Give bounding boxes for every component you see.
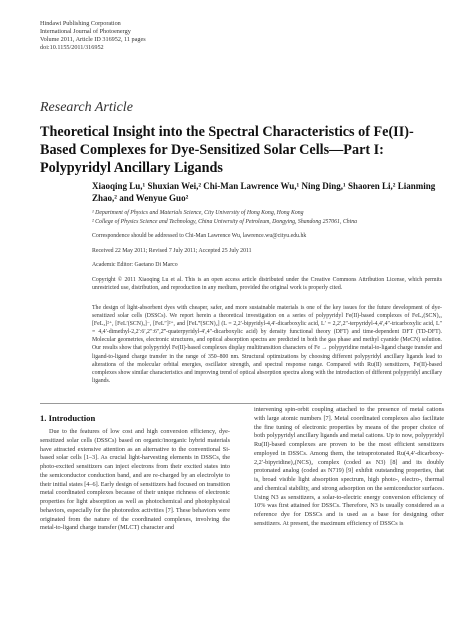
affiliation-2: ² College of Physics Science and Technology, China University of Petroleum, Dongying, Shandong 257061, China bbox=[92, 218, 358, 225]
section-divider bbox=[40, 403, 442, 404]
publisher-name: Hindawi Publishing Corporation bbox=[40, 20, 121, 27]
body-paragraph: Due to the features of low cost and high conversion efficiency, dye-sensitized solar cells (DSSCs) based on organic/inorganic hybrid materials have attracted extensive attention as an alternative to the conventional Si-based solar cells [1–3]. As crucial light-harvesting elements in DSSCs, the photo-excited sensitizers can inject electrons from their excited states into the semiconductor conduction band, and are re-charged by an electrolyte to their initial states [4–6]. Early design of sensitizers had focused on transition metal coordinated complexes because of their unique richness of electronic properties for light absorption as well as photochemical and photophysical behaviors, especially for the photoredox activities [7]. These behaviors were originated from the nature of the coordinated complexes, involving the metal-to-ligand charge transfer (MLCT) character and bbox=[40, 428, 230, 532]
copyright-notice: Copyright © 2011 Xiaoqing Lu et al. This is an open access article distributed under the Creative Commons Attribution License, which permits unrestricted use, distribution, and reproduction in any medium, provided the original work is properly cited. bbox=[92, 277, 442, 292]
section-heading: 1. Introduction bbox=[40, 413, 96, 423]
affiliation-1: ¹ Department of Physics and Materials Science, City University of Hong Kong, Hong Kong bbox=[92, 210, 304, 216]
correspondence-note: Correspondence should be addressed to Chi-Man Lawrence Wu, lawrence.wu@cityu.edu.hk bbox=[92, 233, 307, 239]
article-title: Theoretical Insight into the Spectral Characteristics of Fe(II)-Based Complexes for Dye-Sensitized Solar Cells—Part I: Polypyridyl Ancillary Ligands bbox=[40, 124, 414, 176]
volume-info: Volume 2011, Article ID 316952, 11 pages bbox=[40, 36, 146, 43]
body-column-left bbox=[40, 428, 230, 533]
body-column-right bbox=[254, 406, 444, 529]
abstract: The design of light-absorbent dyes with cheaper, safer, and more sustainable materials is one of the key issues for the future development of dye-sensitized solar cells (DSSCs). We report herein a theoretical investigation on a series of polypyridyl Fe(II)-based complexes of FeL₂(SCN)₂, [FeL₃]²⁺, [FeL′(SCN)₃]⁻, [FeL″]²⁺, and [FeL‴(SCN)₂] (L = 2,2′-bipyridyl-4,4′-dicarboxylic acid, L′ = 2,2′,2″-terpyridyl-4,4′,4″-tricarboxylic acid, L″ = 4,4′-dimethyl-2,2′:6′,2″:6″,2‴-quaterpyridyl-4′,4″-dicarboxylic acid) by density functional theory (DFT) and time-dependent DFT (TD-DFT). Molecular geometries, electronic structures, and optical absorption spectra are predicted in both the gas phase and methyl cyanide (MeCN) solution. Our results show that polypyridyl Fe(II)-based complexes display multitransition characters of Fe → polypyridine metal-to-ligand charge transfer and ligand-to-ligand charge transfer in the range of 350–800 nm. Structural optimizations by choosing different polypyridyl ancillary ligands lead to alterations of the molecular orbital energies, oscillator strength, and spectral response range. Compared with Ru(II) sensitizers, Fe(II)-based complexes show similar characteristics and improving trend of optical absorption spectra along with the introduction of different polypyridyl ancillary ligands. bbox=[92, 305, 442, 384]
academic-editor: Academic Editor: Gaetano Di Marco bbox=[92, 262, 178, 268]
journal-name: International Journal of Photoenergy bbox=[40, 28, 131, 35]
article-type-label: Research Article bbox=[40, 100, 133, 115]
doi[interactable]: doi:10.1155/2011/316952 bbox=[40, 44, 104, 51]
publication-dates: Received 22 May 2011; Revised 7 July 2011; Accepted 25 July 2011 bbox=[92, 248, 252, 254]
body-paragraph: intervening spin-orbit coupling attached to the presence of metal cations with large atomic numbers [7]. Metal coordinated complexes also facilitate the fine tuning of electronic properties by means of the proper choice of both polypyridyl ancillary ligands and metal cations. Up to now, polypyridyl Ru(II)-based complexes are proven to be the most efficient sensitizers employed in DSSCs. Among them, the tetraprotonated Ru(4,4′-dicarboxy-2,2′-bipyridine)₂(NCS)₂ complex (coded as N3) [8] and its doubly protonated analog (coded as N719) [9] exhibit outstanding properties, that is, broad visible light absorption spectrum, high photo-, electro-, thermal and chemical stability, and strong adsorption on the semiconductor surfaces. Using N3 as sensitizers, a solar-to-electric energy conversion efficiency of 10% was first attained for DSSCs. Therefore, N3 is usually considered as a reference dye for DSSCs and is used as a base for designing other sensitizers. At present, the maximum efficiency of DSSCs is bbox=[254, 406, 444, 527]
affiliations bbox=[92, 209, 442, 226]
journal-masthead bbox=[40, 20, 146, 52]
author-list: Xiaoqing Lu,¹ Shuxian Wei,² Chi-Man Lawrence Wu,¹ Ning Ding,¹ Shaoren Li,² Lianming Zhao,² and Wenyue Guo² bbox=[92, 181, 436, 203]
